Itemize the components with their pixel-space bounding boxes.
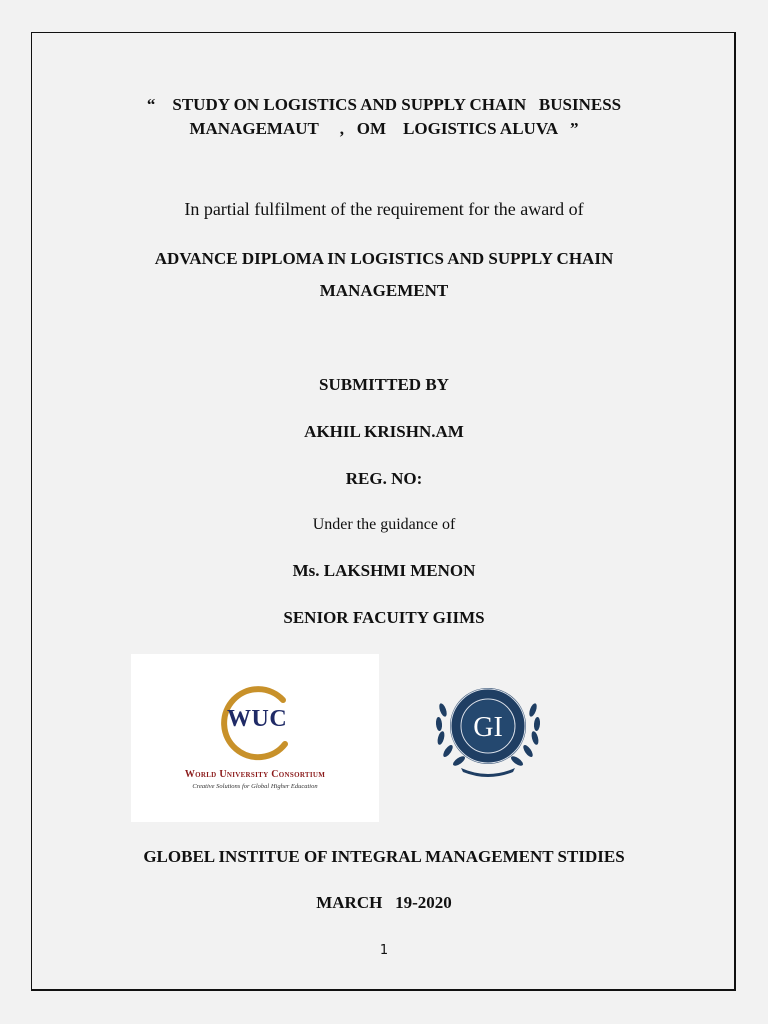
student-name: AKHIL KRISHN.AM bbox=[304, 422, 464, 441]
award-line-2: MANAGEMENT bbox=[319, 281, 449, 300]
wuc-tagline: Creative Solutions for Global Higher Education bbox=[192, 783, 318, 790]
gi-seal-logo bbox=[431, 680, 545, 780]
submission-date: MARCH 19-2020 bbox=[316, 893, 452, 912]
reg-no-label: REG. NO: bbox=[345, 469, 423, 488]
gi-letters: GI bbox=[473, 712, 503, 743]
wuc-letters: WUC bbox=[227, 706, 288, 732]
title-line-1: “ STUDY ON LOGISTICS AND SUPPLY CHAIN BUSINESS bbox=[146, 95, 622, 114]
partial-fulfilment-text: In partial fulfilment of the requirement for the award of bbox=[184, 199, 584, 219]
page-number: 1 bbox=[379, 943, 389, 958]
guide-title: SENIOR FACUITY GIIMS bbox=[283, 608, 485, 627]
award-line-1: ADVANCE DIPLOMA IN LOGISTICS AND SUPPLY CHAIN bbox=[154, 249, 614, 268]
wuc-name: World University Consortium bbox=[184, 769, 326, 780]
guidance-label: Under the guidance of bbox=[312, 516, 456, 533]
guide-name: Ms. LAKSHMI MENON bbox=[292, 561, 476, 580]
institute-name: GLOBEL INSTITUE OF INTEGRAL MANAGEMENT STIDIES bbox=[143, 847, 625, 866]
wuc-logo bbox=[131, 654, 379, 822]
submitted-by-label: SUBMITTED BY bbox=[319, 375, 449, 394]
title-line-2: MANAGEMAUT , OM LOGISTICS ALUVA ” bbox=[189, 119, 579, 138]
